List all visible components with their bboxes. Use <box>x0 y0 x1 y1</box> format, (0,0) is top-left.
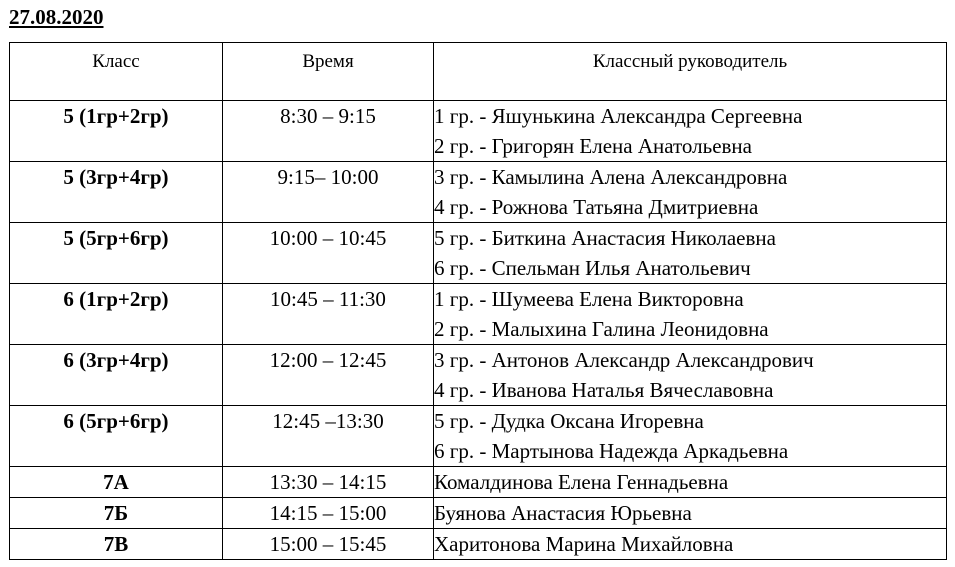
teacher-line: Комалдинова Елена Геннадьевна <box>434 470 729 494</box>
teacher-line: 5 гр. - Биткина Анастасия Николаевна <box>434 226 776 250</box>
teacher-line: 3 гр. - Антонов Александр Александрович <box>434 348 814 372</box>
teacher-line: 4 гр. - Рожнова Татьяна Дмитриевна <box>434 195 759 219</box>
table-row <box>10 406 947 467</box>
table-row <box>10 284 947 345</box>
table-row <box>10 498 947 529</box>
time-cell: 12:45 –13:30 <box>223 406 434 467</box>
header-teacher: Классный руководитель <box>434 43 947 101</box>
schedule-table <box>9 42 947 560</box>
time-cell: 10:00 – 10:45 <box>223 223 434 284</box>
teacher-cell <box>434 101 947 162</box>
time-cell: 13:30 – 14:15 <box>223 467 434 498</box>
teacher-cell <box>434 529 947 560</box>
time-cell: 10:45 – 11:30 <box>223 284 434 345</box>
teacher-line: 5 гр. - Дудка Оксана Игоревна <box>434 409 704 433</box>
table-row <box>10 101 947 162</box>
teacher-line: 6 гр. - Спельман Илья Анатольевич <box>434 256 751 280</box>
document-date: 27.08.2020 <box>9 5 104 29</box>
class-cell: 7А <box>10 467 223 498</box>
header-class: Класс <box>10 43 223 101</box>
time-cell: 12:00 – 12:45 <box>223 345 434 406</box>
class-cell: 5 (5гр+6гр) <box>10 223 223 284</box>
time-cell: 9:15– 10:00 <box>223 162 434 223</box>
teacher-cell <box>434 406 947 467</box>
teacher-cell <box>434 467 947 498</box>
table-row <box>10 162 947 223</box>
class-cell: 6 (3гр+4гр) <box>10 345 223 406</box>
teacher-line: 3 гр. - Камылина Алена Александровна <box>434 165 788 189</box>
table-row <box>10 223 947 284</box>
table-row <box>10 529 947 560</box>
table-row <box>10 345 947 406</box>
teacher-line: 2 гр. - Малыхина Галина Леонидовна <box>434 317 769 341</box>
teacher-cell <box>434 345 947 406</box>
teacher-cell <box>434 284 947 345</box>
teacher-line: 6 гр. - Мартынова Надежда Аркадьевна <box>434 439 789 463</box>
class-cell: 6 (5гр+6гр) <box>10 406 223 467</box>
header-row <box>10 43 947 101</box>
class-cell: 5 (3гр+4гр) <box>10 162 223 223</box>
header-time: Время <box>223 43 434 101</box>
class-cell: 7В <box>10 529 223 560</box>
teacher-cell <box>434 162 947 223</box>
teacher-cell <box>434 498 947 529</box>
time-cell: 14:15 – 15:00 <box>223 498 434 529</box>
teacher-line: 1 гр. - Яшунькина Александра Сергеевна <box>434 104 803 128</box>
teacher-line: 2 гр. - Григорян Елена Анатольевна <box>434 134 752 158</box>
class-cell: 7Б <box>10 498 223 529</box>
teacher-line: Харитонова Марина Михайловна <box>434 532 734 556</box>
class-cell: 5 (1гр+2гр) <box>10 101 223 162</box>
teacher-line: 1 гр. - Шумеева Елена Викторовна <box>434 287 744 311</box>
table-row <box>10 467 947 498</box>
teacher-line: 4 гр. - Иванова Наталья Вячеславовна <box>434 378 774 402</box>
class-cell: 6 (1гр+2гр) <box>10 284 223 345</box>
time-cell: 8:30 – 9:15 <box>223 101 434 162</box>
time-cell: 15:00 – 15:45 <box>223 529 434 560</box>
teacher-cell <box>434 223 947 284</box>
teacher-line: Буянова Анастасия Юрьевна <box>434 501 692 525</box>
